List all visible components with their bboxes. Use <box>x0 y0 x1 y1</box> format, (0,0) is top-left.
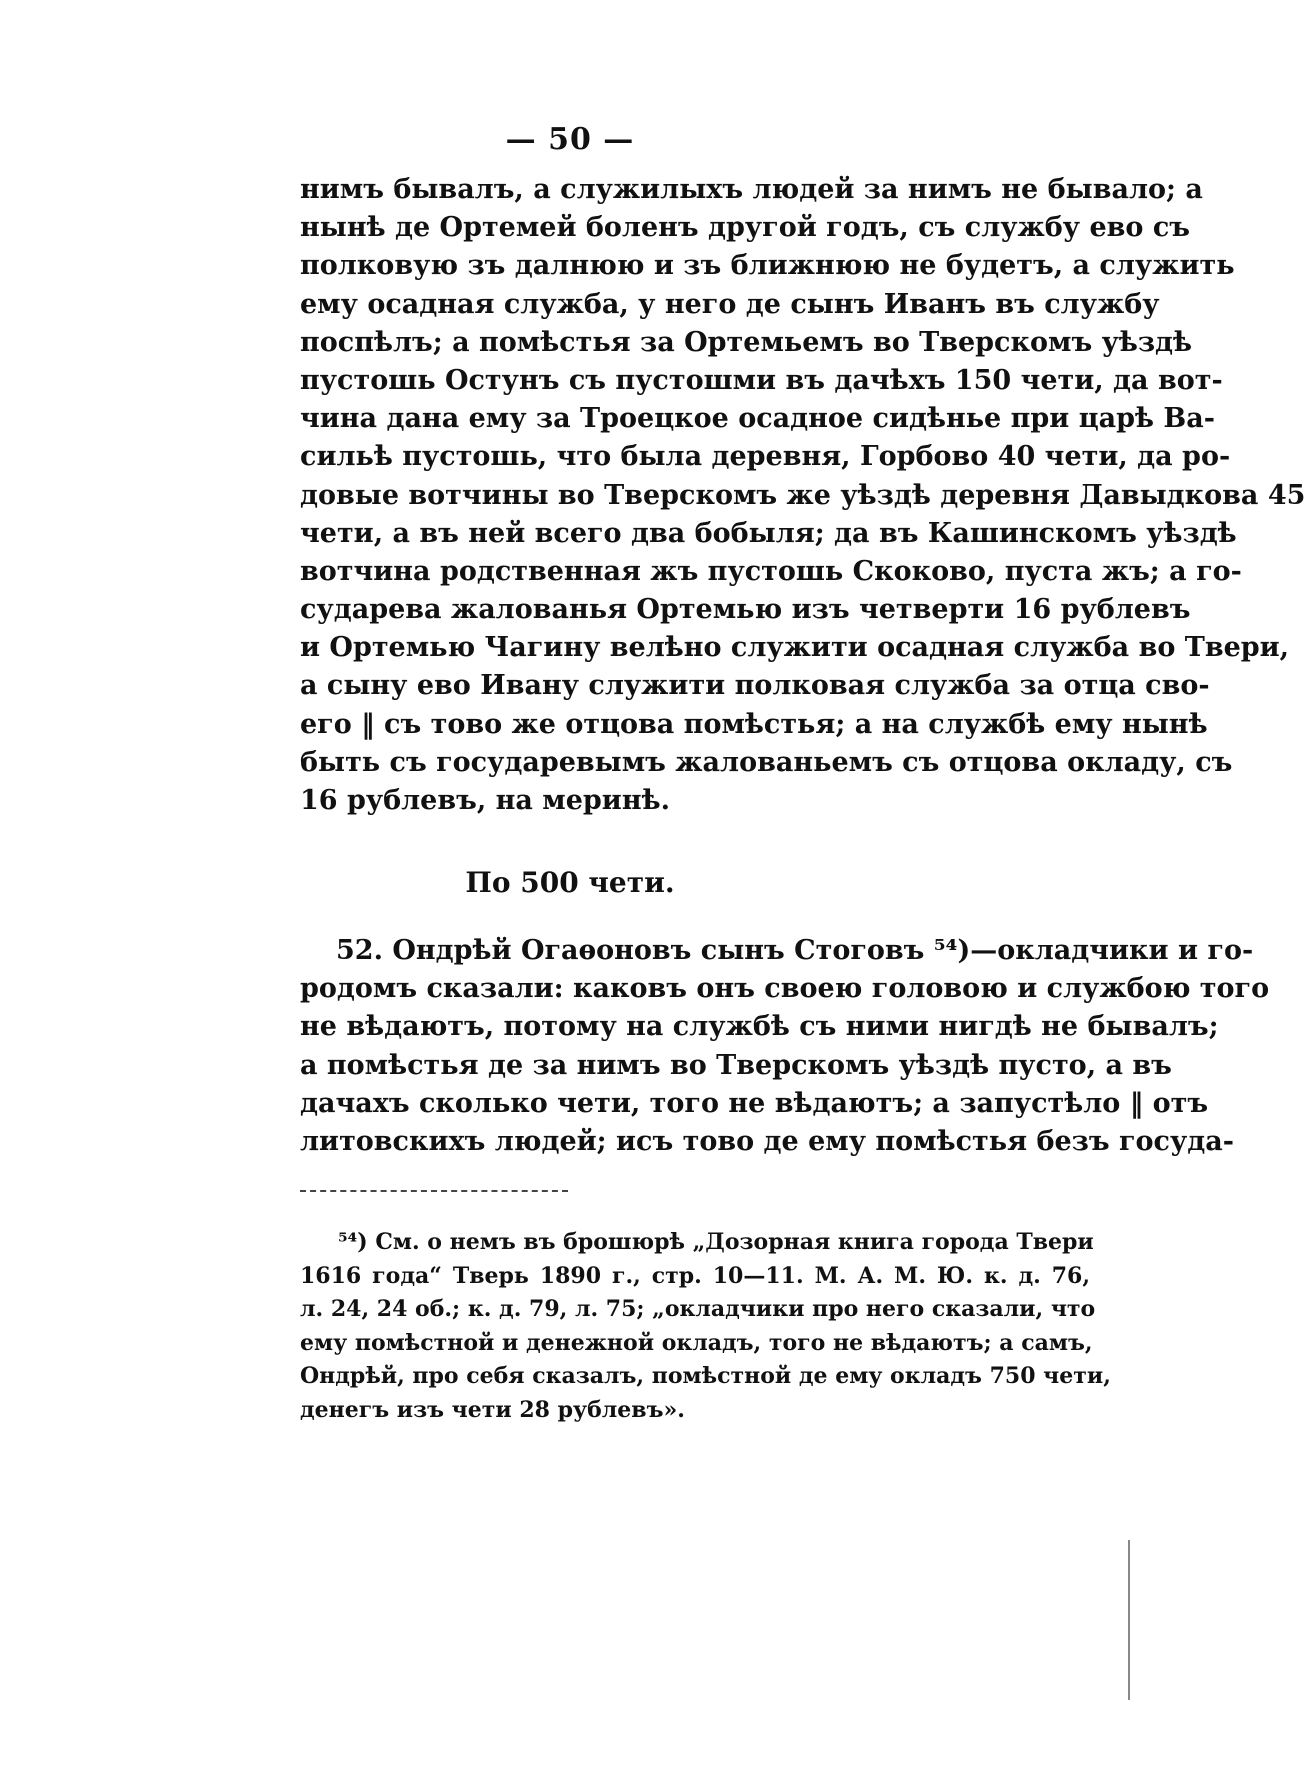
text-line: литовскихъ людей; исъ тово де ему помѣстья безъ госуда- <box>300 1125 1234 1157</box>
paragraph-1 <box>300 171 1305 820</box>
text-line: вотчина родственная жъ пустошь Скоково, пуста жъ; а го- <box>300 555 1242 587</box>
text-line: сударева жалованья Ортемью изъ четверти 16 рублевъ <box>300 594 1191 626</box>
text-line: ему осадная служба, у него де сынъ Иванъ въ службу <box>300 288 1160 320</box>
text-line: не вѣдаютъ, потому на службѣ съ ними нигдѣ не бывалъ; <box>300 1011 1219 1043</box>
text-line: полковую зъ далнюю и зъ ближнюю не будетъ, а служить <box>300 250 1235 282</box>
footnote-separator <box>300 1190 568 1192</box>
footnote-line: л. 24, 24 об.; к. д. 79, л. 75; „окладчики про него сказали, что <box>300 1296 1096 1323</box>
text-line: пустошь Остунъ съ пустошми въ дачѣхъ 150 чети, да вот- <box>300 364 1223 396</box>
text-line: чети, а въ ней всего два бобыля; да въ Кашинскомъ уѣздѣ <box>300 517 1237 549</box>
text-line: родомъ сказали: каковъ онъ своею головою и службою того <box>300 973 1270 1005</box>
text-line: довые вотчины во Тверскомъ же уѣздѣ деревня Давыдкова 45 <box>300 479 1305 511</box>
text-line: и Ортемью Чагину велѣно служити осадная служба во Твери, <box>300 632 1290 664</box>
text-line: 52. Ондрѣй Огаѳоновъ сынъ Стоговъ ⁵⁴)—окладчики и го- <box>336 935 1254 966</box>
text-line: а сыну ево Ивану служити полковая служба за отца сво- <box>300 670 1210 702</box>
text-line: дачахъ сколько чети, того не вѣдаютъ; а запустѣло ‖ отъ <box>300 1087 1209 1119</box>
text-line: нимъ бывалъ, а служилыхъ людей за нимъ не бывало; а <box>300 174 1203 205</box>
footnote-line: ⁵⁴) См. о немъ въ брошюрѣ „Дозорная книга города Твери <box>338 1229 1094 1255</box>
text-line: нынѣ де Ортемей боленъ другой годъ, съ службу ево съ <box>300 212 1190 244</box>
section-heading: По 500 чети. <box>465 866 675 899</box>
footnote-line: 1616 года“ Тверь 1890 г., стр. 10—11. М. А. М. Ю. к. д. 76, <box>300 1262 1090 1289</box>
scan-edge-mark <box>1128 1540 1130 1700</box>
text-line: поспѣлъ; а помѣстья за Ортемьемъ во Тверскомъ уѣздѣ <box>300 326 1193 358</box>
text-line: 16 рублевъ, на меринѣ. <box>300 785 670 816</box>
page-number: — 50 — <box>505 122 635 157</box>
paragraph-2 <box>300 932 1270 1161</box>
text-line: а помѣстья де за нимъ во Тверскомъ уѣздѣ пусто, а въ <box>300 1049 1172 1081</box>
footnote-line: ему помѣстной и денежной окладъ, того не вѣдаютъ; а самъ, <box>300 1329 1093 1356</box>
footnote-line: Ондрѣй, про себя сказалъ, помѣстной де ему окладъ 750 чети, <box>300 1363 1111 1390</box>
footnote-line: денегъ изъ чети 28 рублевъ». <box>300 1396 685 1423</box>
text-line: быть съ государевымъ жалованьемъ съ отцова окладу, съ <box>300 746 1233 778</box>
text-line: сильѣ пустошь, что была деревня, Горбово 40 чети, да ро- <box>300 441 1231 473</box>
footnote <box>300 1226 1111 1428</box>
text-line: чина дана ему за Троецкое осадное сидѣнье при царѣ Ва- <box>300 403 1215 435</box>
text-line: его ‖ съ тово же отцова помѣстья; а на службѣ ему нынѣ <box>300 708 1208 740</box>
